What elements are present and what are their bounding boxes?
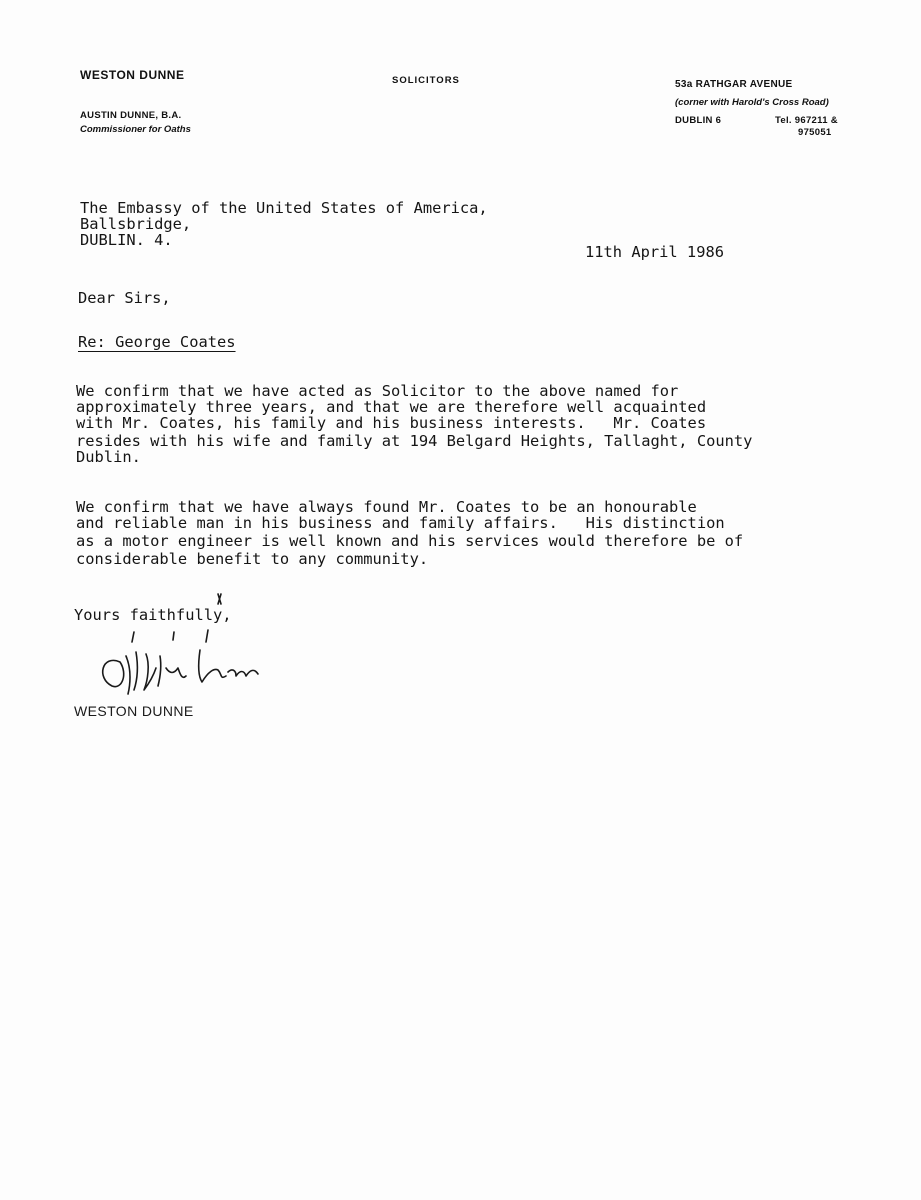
closing: Yours faithfully, xyxy=(74,606,232,624)
salutation: Dear Sirs, xyxy=(78,289,171,307)
paragraph-1-line: approximately three years, and that we are therefore well acquainted xyxy=(76,398,707,416)
paragraph-2-line: as a motor engineer is well known and his services would therefore be of xyxy=(76,532,744,550)
recipient-line-3: DUBLIN. 4. xyxy=(80,231,173,249)
firm-type: SOLICITORS xyxy=(392,75,460,86)
paragraph-2-line: and reliable man in his business and family affairs. His distinction xyxy=(76,514,725,532)
recipient-line-1: The Embassy of the United States of America, xyxy=(80,199,488,217)
letter-date: 11th April 1986 xyxy=(585,243,724,261)
paragraph-1-line: We confirm that we have acted as Solicitor to the above named for xyxy=(76,382,679,400)
recipient-line-2: Ballsbridge, xyxy=(80,215,192,233)
telephone: Tel. 967211 & xyxy=(775,115,838,126)
address-line-1: 53a RATHGAR AVENUE xyxy=(675,79,793,90)
handwritten-signature xyxy=(90,590,290,700)
paragraph-2-line: We confirm that we have always found Mr. Coates to be an honourable xyxy=(76,498,697,516)
paragraph-1-line: resides with his wife and family at 194 Belgard Heights, Tallaght, County xyxy=(76,432,753,450)
address-city: DUBLIN 6 xyxy=(675,115,722,126)
address-line-2: (corner with Harold's Cross Road) xyxy=(675,97,829,108)
firm-name: WESTON DUNNE xyxy=(80,68,185,82)
typed-signatory: WESTON DUNNE xyxy=(74,703,194,719)
paragraph-1-line: with Mr. Coates, his family and his business interests. Mr. Coates xyxy=(76,414,707,432)
principal-name: AUSTIN DUNNE, B.A. xyxy=(80,110,182,121)
paragraph-1-line: Dublin. xyxy=(76,448,141,466)
telephone-2: 975051 xyxy=(798,127,832,138)
paragraph-2-line: considerable benefit to any community. xyxy=(76,550,429,568)
principal-title: Commissioner for Oaths xyxy=(80,124,191,135)
reference-line: Re: George Coates xyxy=(78,333,236,351)
